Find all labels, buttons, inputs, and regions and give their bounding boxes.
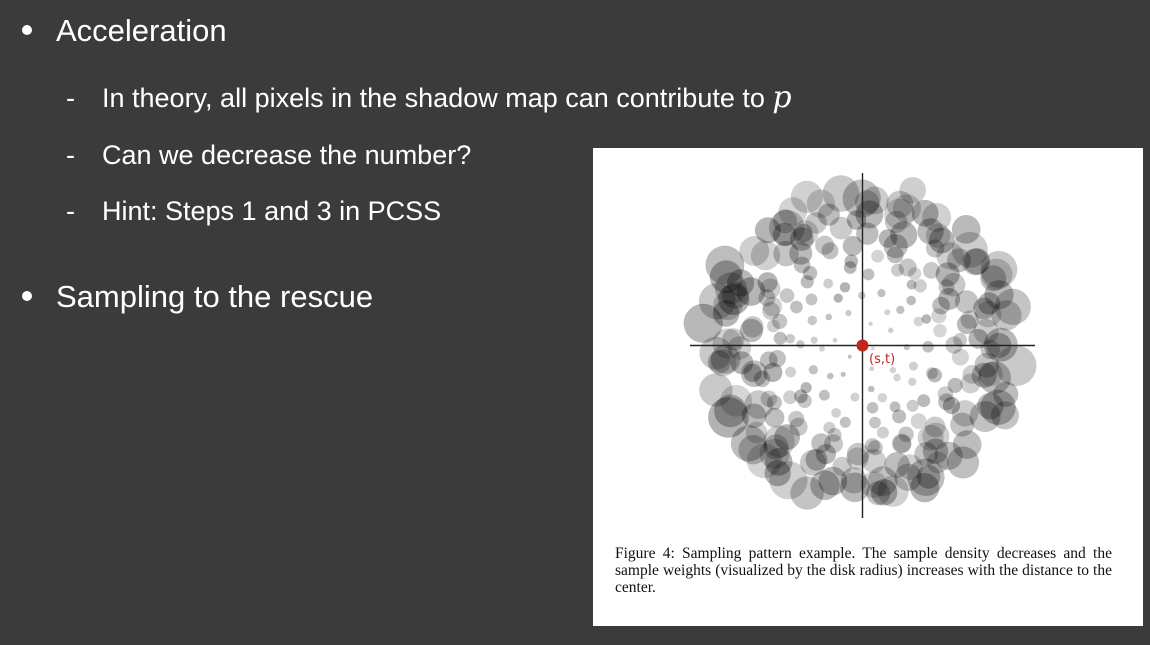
figure-caption: Figure 4: Sampling pattern example. The sample density decreases and the sample weights (visualized by the disk radius) increases with the distance to the center. xyxy=(615,545,1112,596)
sample-disk xyxy=(809,365,818,374)
sample-disk xyxy=(878,476,909,507)
sample-disk xyxy=(791,181,823,213)
sample-disk xyxy=(840,417,851,428)
sample-disk xyxy=(869,417,881,429)
subitem-decrease xyxy=(66,139,471,171)
sample-disk xyxy=(927,368,942,383)
sample-disk xyxy=(767,320,780,333)
sample-disk xyxy=(910,473,939,502)
sampling-pattern-figure xyxy=(593,148,1143,538)
sample-disk xyxy=(742,316,763,337)
sample-disk xyxy=(995,289,1031,325)
sample-disk xyxy=(947,447,979,479)
sample-disk xyxy=(952,215,981,244)
sample-disk xyxy=(747,443,782,478)
figure-panel xyxy=(593,148,1143,626)
sample-disk xyxy=(884,309,890,315)
sample-disk xyxy=(877,427,889,439)
bullet-text: Acceleration xyxy=(56,13,227,48)
sample-disk xyxy=(850,393,859,402)
sample-disk xyxy=(899,177,926,204)
sample-disk xyxy=(922,341,934,353)
subitem-text: Can we decrease the number? xyxy=(102,140,472,170)
sample-disk xyxy=(922,314,932,324)
bullet-dot-icon xyxy=(22,291,32,301)
sample-disk xyxy=(796,340,804,348)
sample-disk xyxy=(871,250,884,263)
sample-disk xyxy=(785,334,795,344)
subitem-hint xyxy=(66,195,441,227)
sample-disk xyxy=(840,473,870,503)
subitem-text: Hint: Steps 1 and 3 in PCSS xyxy=(102,196,442,226)
sample-disk xyxy=(899,259,917,277)
sample-disk xyxy=(823,175,859,211)
sample-disk xyxy=(890,367,896,373)
sample-disk xyxy=(981,251,1018,288)
bullet-text: Sampling to the rescue xyxy=(56,279,374,314)
sample-disk xyxy=(806,449,828,471)
sample-disk xyxy=(823,279,833,289)
sample-disk xyxy=(893,374,901,382)
sample-disk xyxy=(783,390,797,404)
sample-disk xyxy=(833,338,838,343)
sample-disk xyxy=(907,400,919,412)
sample-disk xyxy=(909,362,918,371)
dash-marker: - xyxy=(66,196,75,226)
sample-disk xyxy=(845,310,851,316)
sample-disk xyxy=(867,402,879,414)
subitem-text: In theory, all pixels in the shadow map can contribute to xyxy=(102,83,765,113)
sample-disk xyxy=(808,316,818,326)
sample-disk xyxy=(922,203,951,232)
sample-disk xyxy=(914,279,927,292)
sample-disk xyxy=(848,355,852,359)
sample-disk xyxy=(827,373,834,380)
sample-disk xyxy=(780,288,795,303)
sample-disk xyxy=(948,378,963,393)
sample-disk xyxy=(869,366,874,371)
sample-disk xyxy=(892,409,906,423)
sample-disk xyxy=(863,269,875,281)
center-point xyxy=(857,340,869,352)
sample-disk xyxy=(996,345,1037,386)
sample-disk xyxy=(888,328,894,334)
sample-disk xyxy=(755,217,781,243)
sample-disk xyxy=(896,306,904,314)
sample-disk xyxy=(774,332,787,345)
sample-disk xyxy=(917,394,930,407)
sample-disk xyxy=(840,282,850,292)
sample-disk xyxy=(811,337,818,344)
sample-disk xyxy=(908,378,916,386)
sample-disk xyxy=(991,401,1019,429)
bullet-acceleration xyxy=(22,13,227,49)
sample-disk xyxy=(871,347,875,351)
sample-disk xyxy=(869,322,873,326)
sample-disk xyxy=(825,314,832,321)
sample-disk xyxy=(893,435,911,453)
sample-disk xyxy=(684,304,723,343)
sample-disk xyxy=(785,367,796,378)
sample-disk xyxy=(831,408,841,418)
variable-p: p xyxy=(772,80,792,115)
sample-disk xyxy=(819,390,830,401)
sample-disk xyxy=(815,236,834,255)
sample-disk xyxy=(877,289,885,297)
sample-disk xyxy=(841,372,846,377)
sample-disk xyxy=(710,260,743,293)
subitem-theory xyxy=(66,82,792,114)
center-label: (s,t) xyxy=(869,352,896,367)
sample-disk xyxy=(952,349,969,366)
sample-disk xyxy=(790,301,803,314)
sample-disk xyxy=(806,294,818,306)
sample-disk xyxy=(708,397,749,438)
sample-disk xyxy=(953,333,967,347)
sample-disk xyxy=(790,476,823,509)
sample-disk xyxy=(845,255,859,269)
dash-marker: - xyxy=(66,83,75,113)
sample-disk xyxy=(878,393,888,403)
bullet-sampling xyxy=(22,279,373,315)
sample-disk xyxy=(834,294,843,303)
sample-disk xyxy=(933,324,946,337)
dash-marker: - xyxy=(66,140,75,170)
sample-disk xyxy=(868,386,875,393)
sample-disk xyxy=(819,346,825,352)
bullet-dot-icon xyxy=(22,25,32,35)
sample-disk xyxy=(906,296,916,306)
